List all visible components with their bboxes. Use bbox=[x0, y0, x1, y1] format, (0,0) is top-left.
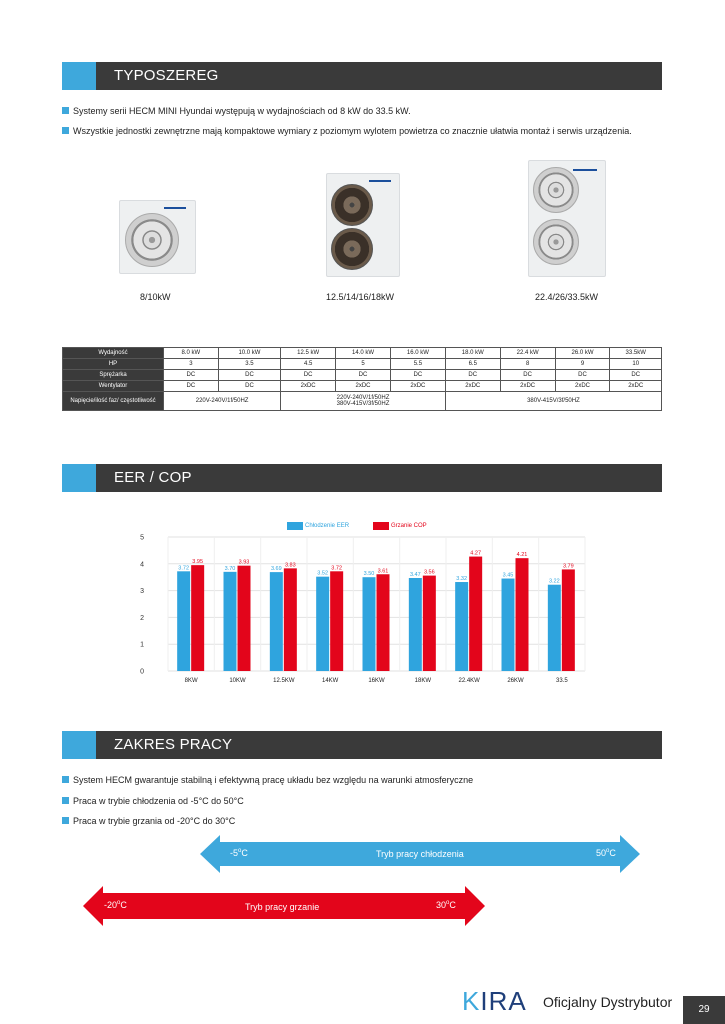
cop-data-label: 3.95 bbox=[192, 559, 204, 566]
y-tick-label: 4 bbox=[140, 561, 144, 569]
bullet-square-icon bbox=[62, 776, 69, 783]
spec-cell: 6.5 bbox=[445, 359, 500, 370]
x-tick-label: 18KW bbox=[414, 678, 432, 684]
eer-cop-bar-chart bbox=[130, 530, 590, 690]
unit-caption-1: 8/10kW bbox=[140, 292, 171, 302]
cop-bar bbox=[191, 565, 204, 671]
cop-bar bbox=[377, 574, 390, 671]
cop-bar bbox=[469, 557, 482, 671]
spec-cell: 2xDC bbox=[555, 381, 610, 392]
outdoor-unit-medium-image bbox=[326, 173, 400, 277]
spec-cell: DC bbox=[500, 370, 555, 381]
cop-data-label: 3.93 bbox=[238, 559, 250, 566]
legend-label-cop: Grzanie COP bbox=[391, 523, 427, 529]
eer-bar bbox=[177, 571, 190, 671]
eer-data-label: 3.69 bbox=[270, 566, 282, 573]
x-tick-label: 8KW bbox=[184, 678, 198, 684]
fan-icon bbox=[331, 184, 373, 226]
zakres-bullet-2 bbox=[62, 796, 244, 806]
spec-cell: 380V-415V/3f/50HZ bbox=[445, 392, 661, 411]
eer-bar bbox=[224, 572, 237, 671]
spec-cell: 8.0 kW bbox=[164, 348, 219, 359]
zakres-bullet-3 bbox=[62, 816, 235, 826]
brand-logo-icon bbox=[573, 169, 597, 171]
eer-data-label: 3.52 bbox=[317, 570, 329, 577]
unit-caption-3: 22.4/26/33.5kW bbox=[535, 292, 599, 302]
spec-cell: DC bbox=[610, 370, 662, 381]
section-accent bbox=[62, 62, 96, 90]
spec-cell: 3 bbox=[164, 359, 219, 370]
section-header-typoszereg bbox=[62, 62, 662, 90]
spec-cell: 2xDC bbox=[445, 381, 500, 392]
bullet-square-icon bbox=[62, 107, 69, 114]
eer-data-label: 3.32 bbox=[456, 576, 468, 583]
spec-cell: 220V-240V/1f/50HZ bbox=[164, 392, 281, 411]
spec-cell: 14.0 kW bbox=[336, 348, 391, 359]
spec-row bbox=[63, 370, 662, 381]
cooling-max-temp: 50$^o$C bbox=[596, 848, 616, 858]
eer-bar bbox=[409, 578, 422, 671]
heating-max-temp: 30$^o$C bbox=[436, 900, 456, 910]
intro-bullet-2 bbox=[62, 126, 632, 136]
spec-cell: 2xDC bbox=[390, 381, 445, 392]
page-number: 29 bbox=[683, 996, 725, 1024]
spec-cell: DC bbox=[390, 370, 445, 381]
bullet-text: System HECM gwarantuje stabilną i efektywną pracę układu bez względu na warunki atmosferyczne bbox=[73, 775, 474, 785]
eer-data-label: 3.22 bbox=[548, 578, 560, 585]
cooling-min-temp: -5$^o$C bbox=[230, 848, 248, 858]
spec-row bbox=[63, 359, 662, 370]
spec-cell: DC bbox=[336, 370, 391, 381]
spec-cell: DC bbox=[218, 381, 280, 392]
x-tick-label: 33.5 bbox=[555, 678, 568, 684]
fan-icon bbox=[125, 213, 179, 267]
spec-cell: DC bbox=[164, 370, 219, 381]
cop-data-label: 3.79 bbox=[562, 563, 574, 570]
spec-row-label: Sprężarka bbox=[63, 370, 164, 381]
section-header-eer-cop bbox=[62, 464, 662, 492]
spec-table bbox=[62, 347, 662, 411]
power-line: 380V-415V/3f/50HZ bbox=[336, 401, 390, 407]
fan-icon bbox=[533, 167, 579, 213]
cop-data-label: 4.27 bbox=[470, 550, 482, 557]
heating-mode-label: Tryb pracy grzanie bbox=[245, 902, 320, 912]
cop-data-label: 3.61 bbox=[377, 568, 389, 575]
intro-bullet-1 bbox=[62, 106, 411, 116]
spec-cell: 2xDC bbox=[610, 381, 662, 392]
spec-cell: 2xDC bbox=[336, 381, 391, 392]
section-header-zakres-pracy bbox=[62, 731, 662, 759]
spec-cell: 33.5kW bbox=[610, 348, 662, 359]
cop-bar bbox=[423, 576, 436, 671]
heating-min-temp: -20$^o$C bbox=[104, 900, 127, 910]
eer-bar bbox=[270, 572, 283, 671]
spec-cell: 10.0 kW bbox=[218, 348, 280, 359]
spec-row bbox=[63, 381, 662, 392]
outdoor-unit-small-image bbox=[119, 200, 196, 274]
x-tick-label: 14KW bbox=[321, 678, 339, 684]
cop-bar bbox=[516, 558, 529, 671]
eer-bar bbox=[502, 579, 515, 671]
spec-cell: 26.0 kW bbox=[555, 348, 610, 359]
spec-cell bbox=[281, 392, 446, 411]
spec-row-label: HP bbox=[63, 359, 164, 370]
eer-bar bbox=[548, 585, 561, 671]
cop-bar bbox=[562, 569, 575, 671]
section-accent bbox=[62, 731, 96, 759]
brand-logo-icon bbox=[164, 207, 186, 209]
eer-bar bbox=[363, 577, 376, 671]
cop-data-label: 3.56 bbox=[423, 569, 435, 576]
eer-data-label: 3.70 bbox=[224, 565, 236, 572]
outdoor-unit-large-image bbox=[528, 160, 606, 277]
section-accent bbox=[62, 464, 96, 492]
fan-icon bbox=[331, 228, 373, 270]
eer-data-label: 3.47 bbox=[409, 572, 421, 579]
cop-data-label: 4.21 bbox=[516, 552, 528, 559]
eer-data-label: 3.72 bbox=[178, 565, 190, 572]
cop-bar bbox=[284, 568, 297, 671]
cop-bar bbox=[238, 566, 251, 671]
x-tick-label: 22.4KW bbox=[458, 678, 480, 684]
power-line: 220V-240V/1f/50HZ bbox=[336, 395, 390, 401]
bullet-square-icon bbox=[62, 797, 69, 804]
spec-cell: 18.0 kW bbox=[445, 348, 500, 359]
spec-cell: DC bbox=[164, 381, 219, 392]
y-tick-label: 5 bbox=[140, 534, 144, 542]
spec-cell: DC bbox=[218, 370, 280, 381]
section-title: EER / COP bbox=[114, 469, 192, 486]
cop-bar bbox=[330, 571, 343, 671]
bullet-text: Systemy serii HECM MINI Hyundai występują w wydajnościach od 8 kW do 33.5 kW. bbox=[73, 106, 411, 116]
cop-data-label: 3.83 bbox=[284, 562, 296, 569]
spec-cell: 8 bbox=[500, 359, 555, 370]
spec-cell: DC bbox=[281, 370, 336, 381]
cooling-mode-label: Tryb pracy chłodzenia bbox=[376, 849, 464, 859]
spec-cell: 2xDC bbox=[281, 381, 336, 392]
spec-cell: 2xDC bbox=[500, 381, 555, 392]
footer-tagline: Oficjalny Dystrybutor bbox=[543, 994, 673, 1010]
spec-cell: 4.5 bbox=[281, 359, 336, 370]
x-tick-label: 26KW bbox=[507, 678, 524, 684]
x-tick-label: 16KW bbox=[368, 678, 385, 684]
zakres-bullet-1 bbox=[62, 775, 473, 785]
spec-row-label: Napięcie/ilość faz/ częstotliwość bbox=[63, 392, 164, 411]
spec-cell: 3.5 bbox=[218, 359, 280, 370]
y-tick-label: 2 bbox=[140, 614, 144, 622]
eer-bar bbox=[455, 582, 468, 671]
section-title: TYPOSZEREG bbox=[114, 67, 219, 84]
spec-cell: 10 bbox=[610, 359, 662, 370]
spec-row-label: Wentylator bbox=[63, 381, 164, 392]
spec-cell: 16.0 kW bbox=[390, 348, 445, 359]
brand-logo-icon bbox=[369, 180, 391, 182]
spec-row bbox=[63, 348, 662, 359]
spec-cell: 22.4 kW bbox=[500, 348, 555, 359]
y-tick-label: 3 bbox=[140, 588, 144, 596]
spec-cell: 5.5 bbox=[390, 359, 445, 370]
legend-swatch-cop bbox=[373, 522, 389, 530]
spec-row-power bbox=[63, 392, 662, 411]
y-tick-label: 0 bbox=[140, 668, 144, 676]
eer-data-label: 3.50 bbox=[363, 571, 375, 578]
x-tick-label: 10KW bbox=[229, 678, 246, 684]
spec-cell: 5 bbox=[336, 359, 391, 370]
spec-cell: DC bbox=[555, 370, 610, 381]
spec-cell: 9 bbox=[555, 359, 610, 370]
eer-data-label: 3.45 bbox=[502, 572, 514, 579]
legend-swatch-eer bbox=[287, 522, 303, 530]
bullet-text: Wszystkie jednostki zewnętrzne mają kompaktowe wymiary z poziomym wylotem powietrza co znacznie ułatwia montaż i serwis urządzenia. bbox=[73, 126, 632, 136]
spec-row-label: Wydajność bbox=[63, 348, 164, 359]
bullet-text: Praca w trybie chłodzenia od -5°C do 50°C bbox=[73, 796, 244, 806]
spec-cell: DC bbox=[445, 370, 500, 381]
y-tick-label: 1 bbox=[140, 641, 144, 649]
bullet-text: Praca w trybie grzania od -20°C do 30°C bbox=[73, 816, 236, 826]
legend-label-eer: Chłodzenie EER bbox=[305, 523, 350, 529]
unit-caption-2: 12.5/14/16/18kW bbox=[326, 292, 395, 302]
bullet-square-icon bbox=[62, 817, 69, 824]
spec-cell: 12.5 kW bbox=[281, 348, 336, 359]
section-title: ZAKRES PRACY bbox=[114, 736, 233, 753]
bullet-square-icon bbox=[62, 127, 69, 134]
cop-data-label: 3.72 bbox=[331, 565, 343, 572]
fan-icon bbox=[533, 219, 579, 265]
x-tick-label: 12.5KW bbox=[273, 678, 295, 684]
eer-bar bbox=[316, 577, 329, 671]
kira-logo: KIRA bbox=[462, 986, 527, 1016]
